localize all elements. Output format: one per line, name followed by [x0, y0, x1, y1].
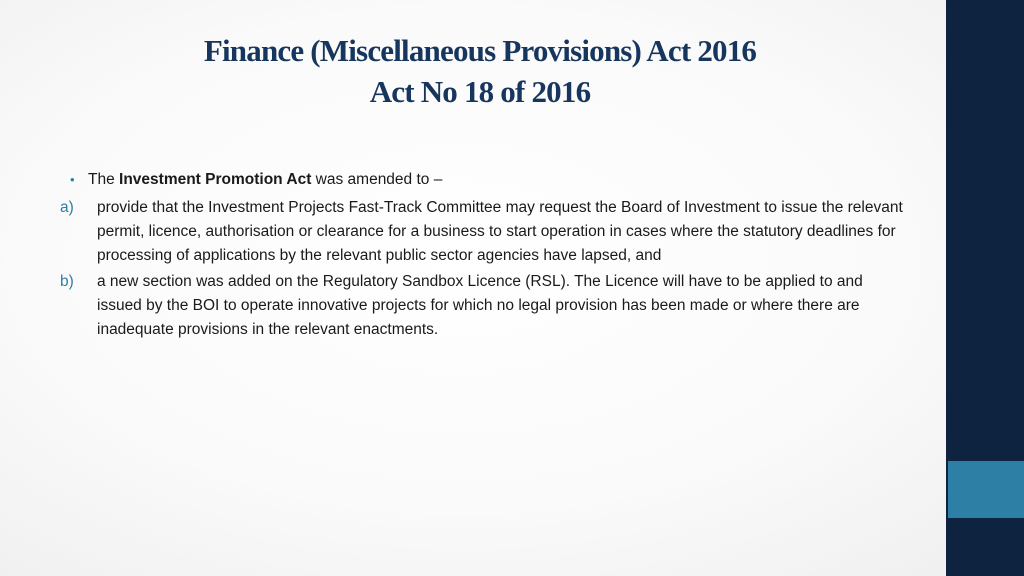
list-text-b: a new section was added on the Regulatory Sandbox Licence (RSL). The Licence will have to be applied to and issued by the BOI to operate innovative projects for which no legal provision has been made or where there are inadequate provisions in the relevant enactments.	[97, 273, 863, 338]
slide-title	[60, 30, 900, 112]
intro-prefix: The	[88, 171, 120, 188]
bullet-icon: •	[70, 172, 75, 187]
title-line-2: Act No 18 of 2016	[369, 74, 591, 109]
list-text-a: provide that the Investment Projects Fast-Track Committee may request the Board of Investment to issue the relevant permit, licence, authorisation or clearance for a business to start operation in cases where the statutory deadlines for processing of applications by the relevant public sector agencies have lapsed, and	[97, 199, 903, 264]
intro-bullet	[58, 168, 908, 192]
list-marker-a: a)	[60, 199, 74, 216]
list-item-b	[58, 270, 908, 342]
title-line-1: Finance (Miscellaneous Provisions) Act 2016	[203, 33, 757, 68]
sidebar-accent-block	[948, 461, 1024, 518]
intro-suffix: was amended to –	[311, 171, 443, 188]
slide-body	[58, 168, 908, 344]
intro-bold-act: Investment Promotion Act	[119, 171, 312, 188]
list-item-a	[58, 196, 908, 268]
list-marker-b: b)	[60, 273, 74, 290]
